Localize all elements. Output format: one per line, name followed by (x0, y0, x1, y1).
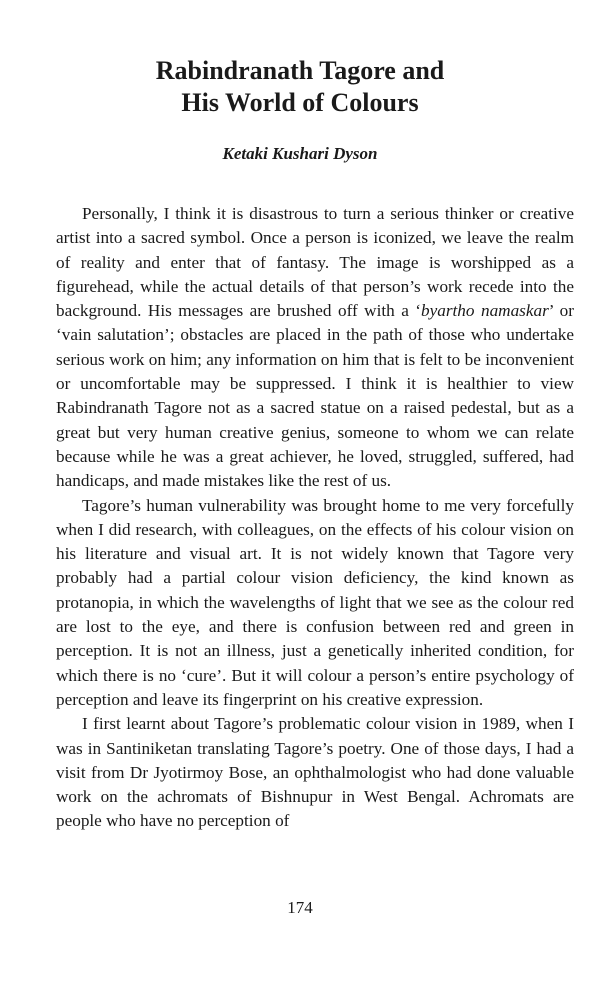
paragraph-1-emphasis: byartho namaskar (421, 301, 549, 321)
author-byline: Ketaki Kushari Dyson (222, 144, 378, 163)
chapter-title-line-1: Rabindranath Tagore and (155, 56, 445, 85)
paragraph-1 (56, 202, 574, 494)
body-text (56, 202, 574, 834)
page-number: 174 (287, 898, 313, 917)
chapter-title (0, 55, 600, 119)
paragraph-3: I first learnt about Tagore’s problematic colour vision in 1989, when I was in Santiniketan translating Tagore’s poetry. One of those days, I had a visit from Dr Jyotirmoy Bose, an ophthalmologist who had done valuable work on the achromats of Bishnupur in West Bengal. Achromats are people who have no perception of (56, 714, 574, 831)
paragraph-2: Tagore’s human vulnerability was brought home to me very forcefully when I did research, with colleagues, on the effects of his colour vision on his literature and visual art. It is not widely known that Tagore very probably had a partial colour vision deficiency, the kind known as protanopia, in which the wavelengths of light that we see as the colour red are lost to the eye, and there is confusion between red and green in perception. It is not an illness, just a genetically inherited condition, for which there is no ‘cure’. But it will colour a person’s entire psychology of perception and leave its fingerprint on his creative expression. (56, 495, 574, 709)
paragraph-1-part-2: ’ or ‘vain salutation’; obstacles are placed in the path of those who undertake serious work on him; any information on him that is felt to be inconvenient or uncomfortable may be suppressed. I think it is healthier to view Rabindranath Tagore not as a sacred statue on a raised pedestal, but as a great but very human creative genius, someone to whom we can relate because while he was a great achiever, he loved, struggled, suffered, had handicaps, and made mistakes like the rest of us. (56, 301, 575, 491)
paragraph-1-part-1: Personally, I think it is disastrous to turn a serious thinker or creative artist into a sacred symbol. Once a person is iconized, we leave the realm of reality and enter that of fantasy. The image is worshipped as a figurehead, while the actual details of that person’s work recede into the background. His messages are brushed off with a ‘ (56, 204, 574, 321)
chapter-title-line-2: His World of Colours (181, 88, 419, 117)
